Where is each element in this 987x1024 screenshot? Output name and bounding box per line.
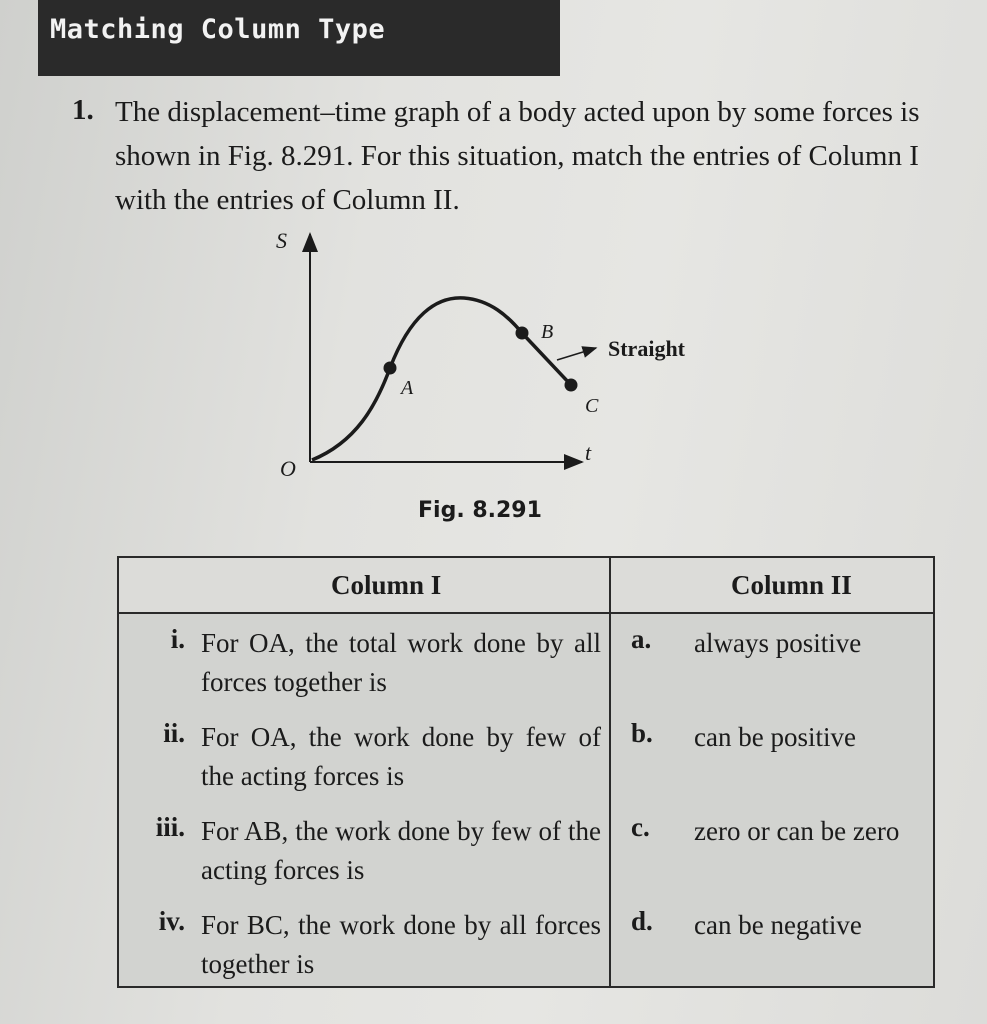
column-2-entry: can be positive [694,722,856,752]
column-divider [609,558,611,986]
column-1-entry: For BC, the work done by all forces together is [201,910,601,979]
row-letter: b. [631,718,653,748]
row-roman-numeral: iii. [155,812,185,842]
column-1-entry: For OA, the total work done by all forces together is [201,628,601,697]
row-roman-numeral: iv. [158,906,185,936]
figure-caption: Fig. 8.291 [418,498,542,523]
matching-table [117,556,935,988]
y-axis-label: S [276,228,287,253]
column-1-entry: For AB, the work done by few of the acting forces is [201,816,601,885]
displacement-time-graph [260,220,685,490]
row-letter: d. [631,906,653,936]
section-title: Matching Column Type [50,14,386,45]
column-2-header: Column II [731,570,852,600]
row-roman-numeral: i. [170,624,185,654]
column-2-entry: can be negative [694,910,862,940]
point-b-label: B [541,321,554,343]
x-axis-label: t [585,440,592,465]
column-2-entry: always positive [694,628,862,658]
point-c-label: C [585,395,599,417]
column-1-entry: For OA, the work done by few of the acting forces is [201,722,601,791]
question-text: The displacement–time graph of a body acted upon by some forces is shown in Fig. 8.291. For this situation, match the entries of Column I with the entries of Column II. [115,96,920,216]
row-letter: a. [631,624,652,654]
point-b-dot [516,327,529,340]
question-number: 1. [72,94,94,126]
point-a-dot [384,362,397,375]
point-c-dot [565,379,578,392]
straight-label: Straight [608,336,685,361]
origin-label: O [280,456,296,481]
point-a-label: A [401,377,414,399]
curve-oab [312,298,522,460]
row-letter: c. [631,812,650,842]
row-roman-numeral: ii. [163,718,185,748]
straight-pointer-arrow [557,348,596,360]
column-1-header: Column I [331,570,442,600]
column-2-entry: zero or can be zero [694,816,900,846]
